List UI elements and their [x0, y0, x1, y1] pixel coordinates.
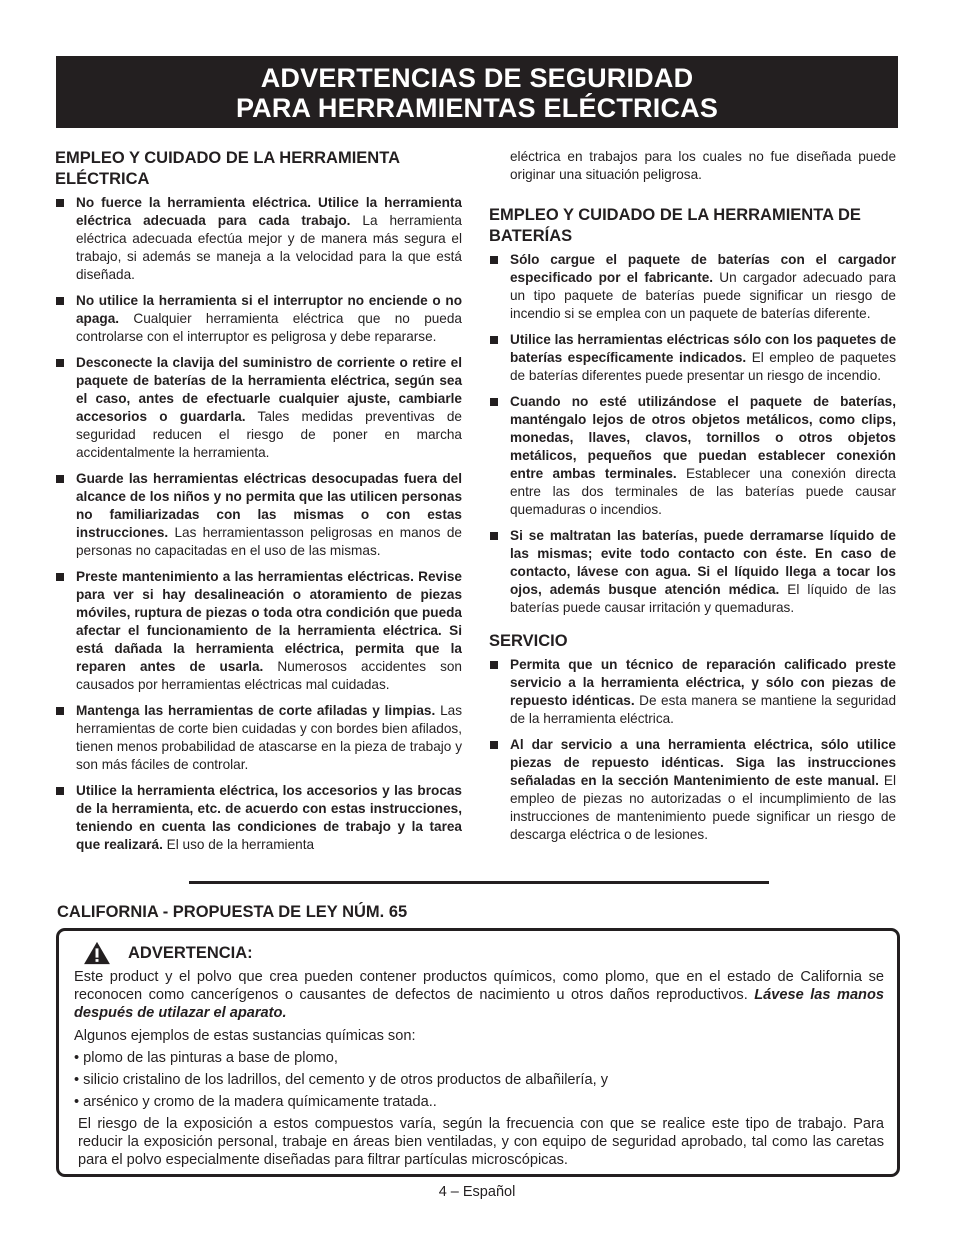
warning-text: Este product y el polvo que crea pueden contener productos químicos, como plomo, que en el estado de California se reconocen como cancerígenos o causantes de defectos de nacimiento u otros daños reproductivos. — [74, 969, 884, 1003]
list-item-text: La herramienta eléctrica adecuada efectúa mejor y de manera más segura el trabajo, si además se maneja a la velocidad para la que está diseñada. — [76, 213, 462, 282]
list-item-text: Un cargador adecuado para un tipo paquete de baterías puede significar un riesgo de incendio si se emplea con un paquete de baterías diferente. — [510, 270, 896, 321]
list-item-bold: Utilice la herramienta eléctrica, los accesorios y las brocas de la herramienta, etc. de acuerdo con estas instrucciones, teniendo en cuenta las condiciones de trabajo y la tarea que realizará. — [76, 783, 462, 852]
left-column — [55, 148, 462, 862]
tool-use-heading: EMPLEO Y CUIDADO DE LA HERRAMIENTA ELÉCTRICA — [55, 149, 400, 188]
warning-header — [82, 941, 884, 965]
list-item-bold: No fuerce la herramienta eléctrica. Utilice la herramienta eléctrica adecuada para cada trabajo. — [76, 195, 462, 228]
bullet-square-icon — [56, 707, 64, 715]
list-item — [489, 527, 896, 617]
list-item-text: Cualquier herramienta eléctrica que no pueda controlarse con el interruptor es peligrosa y debe repararse. — [76, 311, 462, 344]
tool-use-list — [55, 194, 462, 854]
list-item — [489, 656, 896, 728]
list-item — [55, 194, 462, 284]
bullet-square-icon — [490, 398, 498, 406]
bullet-square-icon — [490, 741, 498, 749]
warning-triangle-icon — [82, 941, 112, 965]
banner-line-2: PARA HERRAMIENTAS ELÉCTRICAS — [235, 93, 719, 123]
list-item-bold: Preste mantenimiento a las herramientas eléctricas. Revise para ver si hay desalineación o atoramiento de piezas móviles, ruptura de piezas o toda otra condición que pueda afectar el funcionamiento de la herramienta eléctrica. Si está dañada la herramienta eléctrica, permita que la reparen antes de usarla. — [76, 569, 462, 674]
continued-text: eléctrica en trabajos para los cuales no fue diseñada puede originar una situación peligrosa. — [510, 149, 896, 182]
list-item-text: Tales medidas preventivas de seguridad reducen el riesgo de poner en marcha accidentalmente la herramienta. — [76, 409, 462, 460]
example-item: • silicio cristalino de los ladrillos, del cemento y de otros productos de albañilería, y — [74, 1072, 608, 1088]
page-footer: 4 – Español — [438, 1184, 516, 1200]
bullet-square-icon — [490, 336, 498, 344]
bullet-square-icon — [56, 199, 64, 207]
list-item-bold: Desconecte la clavija del suministro de corriente o retire el paquete de baterías de la herramienta eléctrica, según sea el caso, antes de efectuarle cualquier ajuste, cambiarle accesorios o guardarla. — [76, 355, 462, 424]
list-item-text: Las herramientas de corte bien cuidadas y con bordes bien afilados, tienen menos probabilidad de atascarse en la pieza de trabajo y son más fáciles de controlar. — [76, 703, 462, 772]
list-item — [55, 702, 462, 774]
list-item — [55, 470, 462, 560]
warning-label: ADVERTENCIA: — [128, 944, 253, 962]
example-item: • arsénico y cromo de la madera químicamente tratada.. — [74, 1094, 437, 1110]
bullet-square-icon — [490, 661, 498, 669]
list-item — [55, 292, 462, 346]
list-item-text: El uso de la herramienta — [162, 837, 315, 852]
list-item-bold: Permita que un técnico de reparación calificado preste servicio a la herramienta eléctrica, y sólo con piezas de repuesto idénticas. — [510, 657, 896, 708]
service-heading: SERVICIO — [489, 632, 568, 650]
bullet-square-icon — [490, 256, 498, 264]
list-item — [489, 393, 896, 519]
list-item-text: El empleo de paquetes de baterías diferentes puede presentar un riesgo de incendio. — [510, 350, 896, 383]
list-item-text: Numerosos accidentes son causados por herramientas eléctricas mal cuidadas. — [76, 659, 462, 692]
bullet-square-icon — [56, 787, 64, 795]
warning-paragraph — [74, 968, 884, 1022]
list-item-bold: Mantenga las herramientas de corte afiladas y limpias. — [76, 703, 436, 718]
list-item — [489, 736, 896, 844]
california-warning-box — [56, 928, 900, 1177]
battery-list — [489, 251, 896, 617]
bullet-square-icon — [56, 359, 64, 367]
list-item-text: De esta manera se mantiene la seguridad de la herramienta eléctrica. — [510, 693, 896, 726]
bullet-square-icon — [56, 573, 64, 581]
list-item — [489, 331, 896, 385]
list-item — [489, 251, 896, 323]
examples-intro: Algunos ejemplos de estas sustancias químicas son: — [74, 1028, 416, 1044]
service-list — [489, 656, 896, 844]
california-title: CALIFORNIA - PROPUESTA DE LEY NÚM. 65 — [57, 903, 408, 921]
warning-emphasis: Lávese las manos después de utilazar el aparato. — [74, 987, 885, 1021]
list-item-bold: Cuando no esté utilizándose el paquete de baterías, manténgalo lejos de otros objetos metálicos, como clips, monedas, llaves, clavos, tornillos o otros objetos metálicos, pequeños que puedan establecer conexión entre ambas terminales. — [510, 394, 896, 481]
example-item: • plomo de las pinturas a base de plomo, — [74, 1050, 338, 1066]
list-item-bold: Utilice las herramientas eléctricas sólo con los paquetes de baterías específicamente indicados. — [510, 332, 896, 365]
list-item-text: Establecer una conexión directa entre las dos terminales de las baterías puede causar quemaduras o incendios. — [510, 466, 896, 517]
list-item-text: Las herramientasson peligrosas en manos de personas no capacitadas en el uso de las mismas. — [76, 525, 462, 558]
page-banner — [56, 56, 898, 128]
list-item — [55, 354, 462, 462]
list-item-bold: Guarde las herramientas eléctricas desocupadas fuera del alcance de los niños y no permita que las utilicen personas no familiarizadas con las mismas o con estas instrucciones. — [76, 471, 462, 540]
banner-line-1: ADVERTENCIAS DE SEGURIDAD — [260, 63, 694, 93]
bullet-square-icon — [56, 297, 64, 305]
list-item-text: El empleo de piezas no autorizadas o el incumplimiento de las instrucciones de mantenimiento puede significar un riesgo de descarga eléctrica o de lesiones. — [510, 773, 896, 842]
bullet-square-icon — [490, 532, 498, 540]
closing-paragraph: El riesgo de la exposición a estos compuestos varía, según la frecuencia con que se realice este tipo de trabajo. Para reducir la exposición personal, trabaje en áreas bien ventiladas, y con equipo de seguridad aprobado, tal como las caretas para el polvo especialmente diseñadas para filtrar partículas microscópicas. — [78, 1116, 884, 1168]
section-divider — [189, 881, 769, 884]
list-item-bold: Si se maltratan las baterías, puede derramarse líquido de las mismas; evite todo contacto con éste. En caso de contacto, lávese con agua. Si el líquido llega a tocar los ojos, además busque atención médica. — [510, 528, 896, 597]
bullet-square-icon — [56, 475, 64, 483]
list-item — [55, 782, 462, 854]
right-column — [489, 148, 896, 852]
list-item-text: El líquido de las baterías puede causar irritación y quemaduras. — [510, 582, 896, 615]
list-item-bold: No utilice la herramienta si el interruptor no enciende o no apaga. — [76, 293, 462, 326]
list-item — [55, 568, 462, 694]
list-item-bold: Al dar servicio a una herramienta eléctrica, sólo utilice piezas de repuesto idénticas. Siga las instrucciones señaladas en la sección Mantenimiento de este manual. — [510, 737, 896, 788]
list-item-bold: Sólo cargue el paquete de baterías con el cargador especificado por el fabricante. — [510, 252, 896, 285]
battery-heading: EMPLEO Y CUIDADO DE LA HERRAMIENTA DE BATERÍAS — [489, 206, 861, 245]
